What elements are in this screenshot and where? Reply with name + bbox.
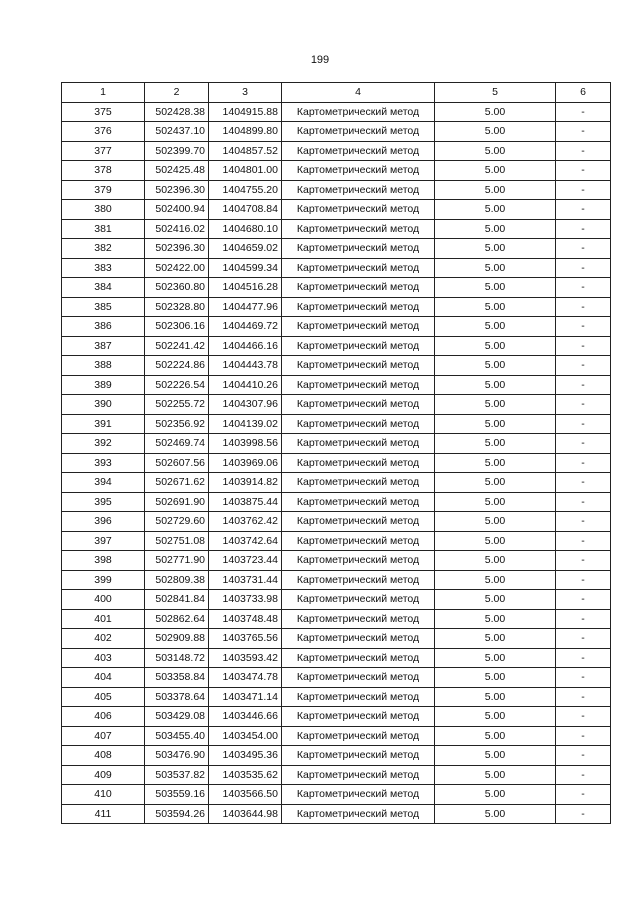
y-coordinate-cell: 1403969.06: [209, 453, 282, 473]
method-cell: Картометрический метод: [282, 707, 435, 727]
table-row: [62, 297, 611, 317]
method-cell: Картометрический метод: [282, 258, 435, 278]
y-coordinate-cell: 1403731.44: [209, 570, 282, 590]
x-coordinate-cell: 502671.62: [145, 473, 209, 493]
y-coordinate-cell: 1404708.84: [209, 200, 282, 220]
table-header: [62, 83, 611, 103]
method-cell: Картометрический метод: [282, 161, 435, 181]
table-row: [62, 180, 611, 200]
accuracy-cell: 5.00: [435, 317, 556, 337]
y-coordinate-cell: 1404915.88: [209, 102, 282, 122]
note-cell: -: [556, 356, 611, 376]
accuracy-cell: 5.00: [435, 648, 556, 668]
x-coordinate-cell: 502224.86: [145, 356, 209, 376]
point-number-cell: 376: [62, 122, 145, 142]
point-number-cell: 391: [62, 414, 145, 434]
y-coordinate-cell: 1404443.78: [209, 356, 282, 376]
point-number-cell: 406: [62, 707, 145, 727]
y-coordinate-cell: 1404139.02: [209, 414, 282, 434]
y-coordinate-cell: 1403446.66: [209, 707, 282, 727]
method-cell: Картометрический метод: [282, 239, 435, 259]
point-number-cell: 377: [62, 141, 145, 161]
point-number-cell: 392: [62, 434, 145, 454]
note-cell: -: [556, 278, 611, 298]
x-coordinate-cell: 503537.82: [145, 765, 209, 785]
table-row: [62, 590, 611, 610]
accuracy-cell: 5.00: [435, 512, 556, 532]
point-number-cell: 400: [62, 590, 145, 610]
accuracy-cell: 5.00: [435, 219, 556, 239]
table-row: [62, 395, 611, 415]
method-cell: Картометрический метод: [282, 785, 435, 805]
y-coordinate-cell: 1403733.98: [209, 590, 282, 610]
method-cell: Картометрический метод: [282, 551, 435, 571]
note-cell: -: [556, 648, 611, 668]
table-row: [62, 551, 611, 571]
accuracy-cell: 5.00: [435, 804, 556, 824]
method-cell: Картометрический метод: [282, 102, 435, 122]
method-cell: Картометрический метод: [282, 492, 435, 512]
accuracy-cell: 5.00: [435, 473, 556, 493]
y-coordinate-cell: 1404599.34: [209, 258, 282, 278]
x-coordinate-cell: 502691.90: [145, 492, 209, 512]
x-coordinate-cell: 502399.70: [145, 141, 209, 161]
x-coordinate-cell: 502751.08: [145, 531, 209, 551]
method-cell: Картометрический метод: [282, 473, 435, 493]
table-row: [62, 492, 611, 512]
method-cell: Картометрический метод: [282, 570, 435, 590]
table-row: [62, 785, 611, 805]
x-coordinate-cell: 502607.56: [145, 453, 209, 473]
accuracy-cell: 5.00: [435, 629, 556, 649]
method-cell: Картометрический метод: [282, 297, 435, 317]
column-header-3: 3: [209, 83, 282, 103]
accuracy-cell: 5.00: [435, 531, 556, 551]
x-coordinate-cell: 502416.02: [145, 219, 209, 239]
x-coordinate-cell: 502306.16: [145, 317, 209, 337]
note-cell: -: [556, 200, 611, 220]
note-cell: -: [556, 473, 611, 493]
method-cell: Картометрический метод: [282, 590, 435, 610]
x-coordinate-cell: 502328.80: [145, 297, 209, 317]
method-cell: Картометрический метод: [282, 434, 435, 454]
column-header-1: 1: [62, 83, 145, 103]
y-coordinate-cell: 1403454.00: [209, 726, 282, 746]
accuracy-cell: 5.00: [435, 707, 556, 727]
accuracy-cell: 5.00: [435, 765, 556, 785]
x-coordinate-cell: 502437.10: [145, 122, 209, 142]
column-header-4: 4: [282, 83, 435, 103]
table-row: [62, 200, 611, 220]
note-cell: -: [556, 434, 611, 454]
point-number-cell: 379: [62, 180, 145, 200]
y-coordinate-cell: 1404466.16: [209, 336, 282, 356]
method-cell: Картометрический метод: [282, 648, 435, 668]
column-header-5: 5: [435, 83, 556, 103]
y-coordinate-cell: 1404307.96: [209, 395, 282, 415]
x-coordinate-cell: 502809.38: [145, 570, 209, 590]
accuracy-cell: 5.00: [435, 609, 556, 629]
x-coordinate-cell: 502396.30: [145, 180, 209, 200]
table-row: [62, 278, 611, 298]
point-number-cell: 394: [62, 473, 145, 493]
y-coordinate-cell: 1404516.28: [209, 278, 282, 298]
x-coordinate-cell: 502729.60: [145, 512, 209, 532]
x-coordinate-cell: 502360.80: [145, 278, 209, 298]
accuracy-cell: 5.00: [435, 375, 556, 395]
point-number-cell: 399: [62, 570, 145, 590]
table-row: [62, 102, 611, 122]
method-cell: Картометрический метод: [282, 804, 435, 824]
method-cell: Картометрический метод: [282, 726, 435, 746]
table-row: [62, 629, 611, 649]
method-cell: Картометрический метод: [282, 336, 435, 356]
method-cell: Картометрический метод: [282, 317, 435, 337]
y-coordinate-cell: 1404899.80: [209, 122, 282, 142]
note-cell: -: [556, 668, 611, 688]
point-number-cell: 401: [62, 609, 145, 629]
y-coordinate-cell: 1403762.42: [209, 512, 282, 532]
y-coordinate-cell: 1403742.64: [209, 531, 282, 551]
point-number-cell: 380: [62, 200, 145, 220]
y-coordinate-cell: 1404477.96: [209, 297, 282, 317]
accuracy-cell: 5.00: [435, 161, 556, 181]
x-coordinate-cell: 502400.94: [145, 200, 209, 220]
y-coordinate-cell: 1404801.00: [209, 161, 282, 181]
note-cell: -: [556, 297, 611, 317]
table-row: [62, 219, 611, 239]
note-cell: -: [556, 609, 611, 629]
method-cell: Картометрический метод: [282, 141, 435, 161]
table-row: [62, 648, 611, 668]
table-row: [62, 375, 611, 395]
method-cell: Картометрический метод: [282, 278, 435, 298]
method-cell: Картометрический метод: [282, 122, 435, 142]
note-cell: -: [556, 180, 611, 200]
note-cell: -: [556, 492, 611, 512]
y-coordinate-cell: 1404410.26: [209, 375, 282, 395]
note-cell: -: [556, 141, 611, 161]
point-number-cell: 378: [62, 161, 145, 181]
accuracy-cell: 5.00: [435, 492, 556, 512]
note-cell: -: [556, 395, 611, 415]
point-number-cell: 375: [62, 102, 145, 122]
accuracy-cell: 5.00: [435, 102, 556, 122]
x-coordinate-cell: 502356.92: [145, 414, 209, 434]
point-number-cell: 396: [62, 512, 145, 532]
y-coordinate-cell: 1403644.98: [209, 804, 282, 824]
y-coordinate-cell: 1403875.44: [209, 492, 282, 512]
note-cell: -: [556, 336, 611, 356]
x-coordinate-cell: 503378.64: [145, 687, 209, 707]
accuracy-cell: 5.00: [435, 434, 556, 454]
x-coordinate-cell: 502396.30: [145, 239, 209, 259]
y-coordinate-cell: 1403914.82: [209, 473, 282, 493]
note-cell: -: [556, 551, 611, 571]
note-cell: -: [556, 570, 611, 590]
point-number-cell: 411: [62, 804, 145, 824]
point-number-cell: 409: [62, 765, 145, 785]
accuracy-cell: 5.00: [435, 785, 556, 805]
y-coordinate-cell: 1404755.20: [209, 180, 282, 200]
y-coordinate-cell: 1404469.72: [209, 317, 282, 337]
method-cell: Картометрический метод: [282, 356, 435, 376]
point-number-cell: 384: [62, 278, 145, 298]
table-row: [62, 141, 611, 161]
point-number-cell: 408: [62, 746, 145, 766]
point-number-cell: 410: [62, 785, 145, 805]
accuracy-cell: 5.00: [435, 746, 556, 766]
table-row: [62, 336, 611, 356]
point-number-cell: 381: [62, 219, 145, 239]
y-coordinate-cell: 1403474.78: [209, 668, 282, 688]
method-cell: Картометрический метод: [282, 414, 435, 434]
accuracy-cell: 5.00: [435, 297, 556, 317]
accuracy-cell: 5.00: [435, 356, 556, 376]
table-row: [62, 570, 611, 590]
y-coordinate-cell: 1403471.14: [209, 687, 282, 707]
note-cell: -: [556, 687, 611, 707]
table-row: [62, 746, 611, 766]
table-row: [62, 804, 611, 824]
accuracy-cell: 5.00: [435, 258, 556, 278]
table-row: [62, 453, 611, 473]
y-coordinate-cell: 1403765.56: [209, 629, 282, 649]
point-number-cell: 393: [62, 453, 145, 473]
method-cell: Картометрический метод: [282, 765, 435, 785]
table-row: [62, 434, 611, 454]
x-coordinate-cell: 502226.54: [145, 375, 209, 395]
x-coordinate-cell: 503559.16: [145, 785, 209, 805]
method-cell: Картометрический метод: [282, 609, 435, 629]
note-cell: -: [556, 707, 611, 727]
table-row: [62, 531, 611, 551]
point-number-cell: 386: [62, 317, 145, 337]
x-coordinate-cell: 502428.38: [145, 102, 209, 122]
note-cell: -: [556, 239, 611, 259]
y-coordinate-cell: 1403998.56: [209, 434, 282, 454]
y-coordinate-cell: 1403748.48: [209, 609, 282, 629]
table-row: [62, 317, 611, 337]
x-coordinate-cell: 502255.72: [145, 395, 209, 415]
accuracy-cell: 5.00: [435, 336, 556, 356]
point-number-cell: 398: [62, 551, 145, 571]
table-row: [62, 609, 611, 629]
note-cell: -: [556, 785, 611, 805]
x-coordinate-cell: 503594.26: [145, 804, 209, 824]
accuracy-cell: 5.00: [435, 141, 556, 161]
table-row: [62, 512, 611, 532]
method-cell: Картометрический метод: [282, 219, 435, 239]
table-row: [62, 356, 611, 376]
note-cell: -: [556, 765, 611, 785]
accuracy-cell: 5.00: [435, 590, 556, 610]
note-cell: -: [556, 531, 611, 551]
note-cell: -: [556, 746, 611, 766]
note-cell: -: [556, 375, 611, 395]
method-cell: Картометрический метод: [282, 512, 435, 532]
x-coordinate-cell: 502469.74: [145, 434, 209, 454]
note-cell: -: [556, 102, 611, 122]
note-cell: -: [556, 590, 611, 610]
table-row: [62, 707, 611, 727]
accuracy-cell: 5.00: [435, 551, 556, 571]
note-cell: -: [556, 317, 611, 337]
method-cell: Картометрический метод: [282, 629, 435, 649]
table-row: [62, 161, 611, 181]
note-cell: -: [556, 122, 611, 142]
method-cell: Картометрический метод: [282, 668, 435, 688]
table-row: [62, 668, 611, 688]
point-number-cell: 390: [62, 395, 145, 415]
accuracy-cell: 5.00: [435, 180, 556, 200]
table-row: [62, 687, 611, 707]
accuracy-cell: 5.00: [435, 726, 556, 746]
page-number: 199: [310, 54, 330, 66]
method-cell: Картометрический метод: [282, 395, 435, 415]
method-cell: Картометрический метод: [282, 200, 435, 220]
y-coordinate-cell: 1404680.10: [209, 219, 282, 239]
accuracy-cell: 5.00: [435, 200, 556, 220]
accuracy-cell: 5.00: [435, 687, 556, 707]
accuracy-cell: 5.00: [435, 278, 556, 298]
x-coordinate-cell: 502841.84: [145, 590, 209, 610]
note-cell: -: [556, 804, 611, 824]
note-cell: -: [556, 512, 611, 532]
x-coordinate-cell: 502241.42: [145, 336, 209, 356]
x-coordinate-cell: 502425.48: [145, 161, 209, 181]
note-cell: -: [556, 726, 611, 746]
table-row: [62, 726, 611, 746]
x-coordinate-cell: 503476.90: [145, 746, 209, 766]
note-cell: -: [556, 219, 611, 239]
point-number-cell: 407: [62, 726, 145, 746]
y-coordinate-cell: 1404857.52: [209, 141, 282, 161]
note-cell: -: [556, 161, 611, 181]
point-number-cell: 405: [62, 687, 145, 707]
point-number-cell: 383: [62, 258, 145, 278]
point-number-cell: 402: [62, 629, 145, 649]
table-body: [62, 102, 611, 824]
table-row: [62, 239, 611, 259]
method-cell: Картометрический метод: [282, 687, 435, 707]
accuracy-cell: 5.00: [435, 239, 556, 259]
accuracy-cell: 5.00: [435, 570, 556, 590]
note-cell: -: [556, 414, 611, 434]
y-coordinate-cell: 1403535.62: [209, 765, 282, 785]
note-cell: -: [556, 629, 611, 649]
point-number-cell: 388: [62, 356, 145, 376]
x-coordinate-cell: 503358.84: [145, 668, 209, 688]
y-coordinate-cell: 1403723.44: [209, 551, 282, 571]
table-row: [62, 473, 611, 493]
x-coordinate-cell: 502422.00: [145, 258, 209, 278]
note-cell: -: [556, 453, 611, 473]
method-cell: Картометрический метод: [282, 531, 435, 551]
point-number-cell: 403: [62, 648, 145, 668]
point-number-cell: 382: [62, 239, 145, 259]
point-number-cell: 397: [62, 531, 145, 551]
table-row: [62, 414, 611, 434]
x-coordinate-cell: 502909.88: [145, 629, 209, 649]
x-coordinate-cell: 502862.64: [145, 609, 209, 629]
header-row: [62, 83, 611, 103]
table-row: [62, 258, 611, 278]
point-number-cell: 385: [62, 297, 145, 317]
column-header-6: 6: [556, 83, 611, 103]
method-cell: Картометрический метод: [282, 180, 435, 200]
table-row: [62, 765, 611, 785]
note-cell: -: [556, 258, 611, 278]
method-cell: Картометрический метод: [282, 746, 435, 766]
accuracy-cell: 5.00: [435, 122, 556, 142]
point-number-cell: 404: [62, 668, 145, 688]
method-cell: Картометрический метод: [282, 453, 435, 473]
accuracy-cell: 5.00: [435, 453, 556, 473]
method-cell: Картометрический метод: [282, 375, 435, 395]
coordinates-table: [61, 82, 611, 824]
column-header-2: 2: [145, 83, 209, 103]
y-coordinate-cell: 1404659.02: [209, 239, 282, 259]
accuracy-cell: 5.00: [435, 668, 556, 688]
y-coordinate-cell: 1403593.42: [209, 648, 282, 668]
x-coordinate-cell: 502771.90: [145, 551, 209, 571]
x-coordinate-cell: 503148.72: [145, 648, 209, 668]
x-coordinate-cell: 503429.08: [145, 707, 209, 727]
table-row: [62, 122, 611, 142]
y-coordinate-cell: 1403566.50: [209, 785, 282, 805]
y-coordinate-cell: 1403495.36: [209, 746, 282, 766]
accuracy-cell: 5.00: [435, 395, 556, 415]
point-number-cell: 387: [62, 336, 145, 356]
point-number-cell: 389: [62, 375, 145, 395]
point-number-cell: 395: [62, 492, 145, 512]
accuracy-cell: 5.00: [435, 414, 556, 434]
x-coordinate-cell: 503455.40: [145, 726, 209, 746]
